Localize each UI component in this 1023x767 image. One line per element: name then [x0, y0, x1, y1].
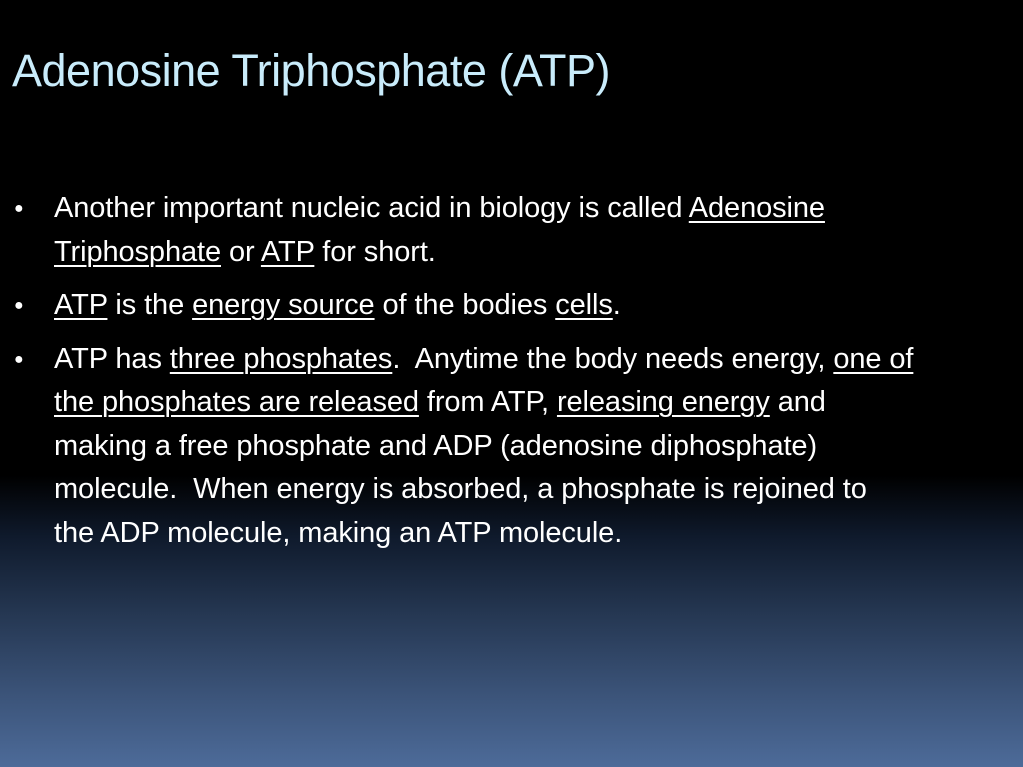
bullet-text-underlined: energy source: [192, 289, 375, 321]
bullet-text-underlined: ATP: [54, 289, 108, 321]
bullet-text-segment: ATP has: [54, 342, 170, 375]
bullet-text-underlined: releasing energy: [556, 386, 770, 418]
bullet-dot-icon: ●: [14, 297, 24, 314]
bullet-text-segment: .: [612, 289, 621, 321]
bullet-item: [14, 338, 914, 556]
bullet-text-segment: . Anytime the body needs energy,: [392, 342, 834, 375]
bullet-text-underlined: ATP: [260, 235, 315, 268]
bullet-dot-icon: ●: [14, 350, 24, 368]
bullet-text-underlined: cells: [555, 289, 613, 321]
bullet-list: [14, 187, 914, 565]
bullet-text-segment: or: [221, 235, 261, 268]
bullet-item: [14, 187, 914, 274]
bullet-text-underlined: Adenosine Triphosphate: [54, 192, 825, 268]
bullet-text-segment: of the bodies: [374, 289, 556, 321]
bullet-text-underlined: one of the phosphates are released: [54, 342, 914, 418]
bullet-item: [14, 284, 914, 328]
slide-title: Adenosine Triphosphate (ATP): [12, 45, 611, 96]
bullet-text-segment: is the: [107, 289, 193, 321]
bullet-text-segment: Another important nucleic acid in biology is called: [54, 192, 689, 224]
bullet-dot-icon: ●: [14, 200, 24, 217]
bullet-text-segment: for short.: [314, 235, 436, 268]
bullet-text-underlined: three phosphates: [169, 342, 393, 375]
bullet-text-segment: and making a free phosphate and ADP (adenosine diphosphate) molecule. When energy is absorbed, a phosphate is rejoined to the ADP molecule, making an ATP molecule.: [54, 386, 875, 549]
bullet-text-segment: from ATP,: [418, 386, 557, 418]
